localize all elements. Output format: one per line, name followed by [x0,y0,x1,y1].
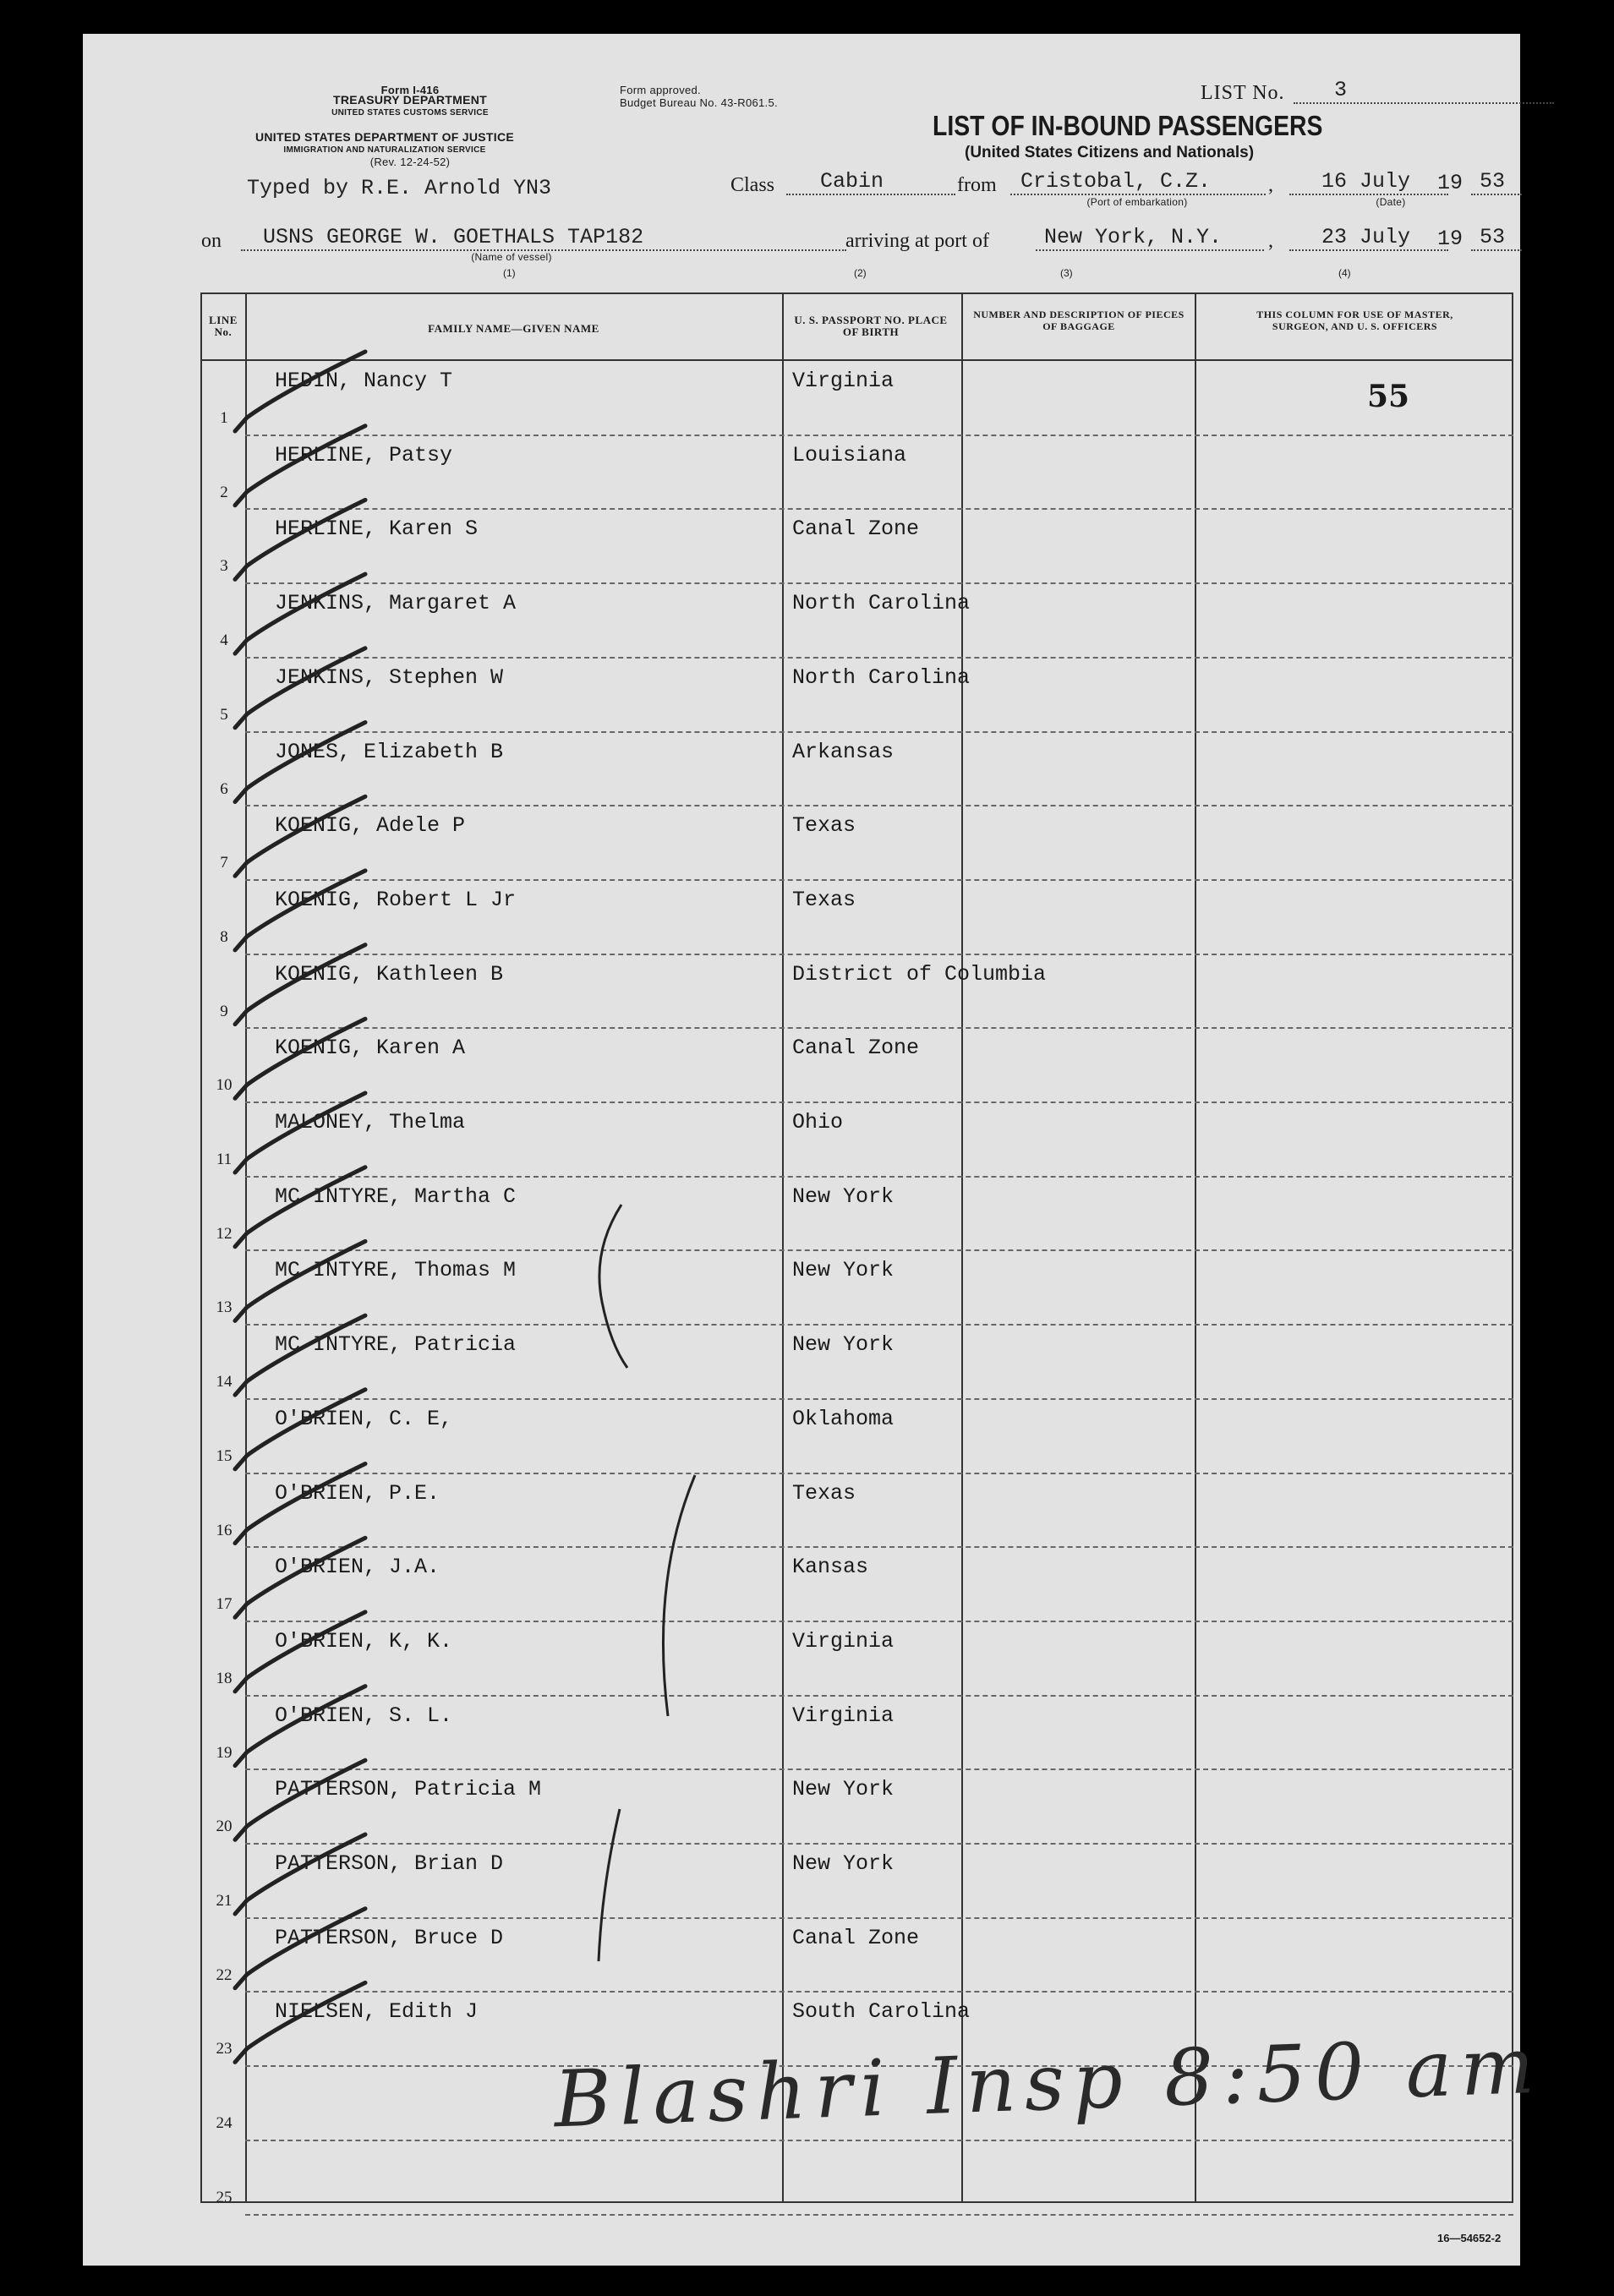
passenger-birthplace: Texas [792,887,856,912]
header-passport: U. S. PASSPORT NO. PLACE OF BIRTH [794,314,948,338]
passenger-name: KOENIG, Kathleen B [275,961,504,987]
from-label: from [957,174,997,196]
check-mark [235,1834,365,1914]
passenger-name: PATTERSON, Brian D [275,1851,504,1876]
passenger-birthplace: Virginia [792,1628,895,1654]
comma-1: , [1268,174,1273,196]
passenger-name: JENKINS, Margaret A [275,591,517,616]
line-number: 14 [216,1373,233,1391]
passenger-birthplace: Louisiana [792,442,907,467]
passenger-name: O'BRIEN, K, K. [275,1628,453,1654]
check-mark [235,1982,365,2062]
passenger-birthplace: New York [792,1184,895,1209]
check-mark [235,1315,365,1395]
col-number-2: (2) [854,267,867,279]
passenger-name: O'BRIEN, P.E. [275,1480,440,1506]
check-mark [235,1760,365,1840]
col-number-3: (3) [1060,267,1073,279]
passenger-name: MALONEY, Thelma [275,1110,466,1134]
passenger-name: KOENIG, Karen A [275,1036,466,1061]
passenger-name: MC INTYRE, Patricia [275,1332,517,1358]
passenger-name: NIELSEN, Edith J [275,1999,479,2025]
line-number: 7 [220,854,228,872]
line-number: 25 [216,2188,233,2206]
passenger-birthplace: Texas [792,813,856,839]
form-number: Form I-416 [380,84,440,96]
vessel-name: USNS GEORGE W. GOETHALS TAP182 [241,225,846,251]
passenger-name: O'BRIEN, S. L. [275,1703,453,1728]
class-value: Cabin [786,169,955,195]
check-mark [235,1686,365,1766]
passenger-birthplace: New York [792,1851,895,1876]
comma-2: , [1268,230,1273,252]
embarkation-year: 53 [1471,169,1522,195]
check-mark [235,723,365,802]
class-label: Class [730,174,775,196]
passenger-name: JONES, Elizabeth B [275,739,504,764]
passenger-birthplace: North Carolina [792,664,971,690]
list-number: 3 [1294,78,1554,104]
header-officers: THIS COLUMN FOR USE OF MASTER, SURGEON, AND U. S. OFFICERS [1256,309,1453,332]
passenger-birthplace: Kansas [792,1555,869,1580]
bracket-mark [599,1809,620,1961]
passenger-birthplace: District of Columbia [792,961,1047,987]
check-mark [235,871,365,950]
line-number: 1 [220,409,228,427]
check-mark [235,426,365,506]
passenger-birthplace: Virginia [792,1703,895,1728]
passenger-birthplace: Oklahoma [792,1406,895,1431]
on-label: on [201,230,222,252]
passenger-name: JENKINS, Stephen W [275,664,504,690]
check-mark [235,1464,365,1544]
header-line-no: LINE No. [209,314,238,338]
justice-dept: UNITED STATES DEPARTMENT OF JUSTICE [254,130,515,144]
passenger-birthplace: Virginia [792,369,895,393]
passenger-name: HERLINE, Karen S [275,517,479,542]
check-mark [235,1390,365,1469]
check-mark [235,1093,365,1173]
header-name: FAMILY NAME—GIVEN NAME [428,322,599,335]
manifest-title: LIST OF IN-BOUND PASSENGERS [933,110,1323,141]
revision: (Rev. 12-24-52) [369,156,451,168]
passenger-birthplace: New York [792,1258,895,1283]
line-number: 21 [216,1892,233,1910]
typed-by: Typed by R.E. Arnold YN3 [247,176,552,200]
check-mark [235,1241,365,1320]
check-mark [235,945,365,1025]
passenger-birthplace: Arkansas [792,739,895,764]
passenger-name: O'BRIEN, J.A. [275,1555,440,1580]
passenger-name: MC INTYRE, Thomas M [275,1258,517,1283]
header-baggage: NUMBER AND DESCRIPTION OF PIECES OF BAGGAGE [973,309,1185,332]
port-embark-caption: (Port of embarkation) [1086,196,1188,208]
arrival-year-prefix: 19 [1437,227,1464,251]
line-number: 8 [220,927,228,946]
arrival-port: New York, N.Y. [1036,225,1264,251]
passenger-name: PATTERSON, Bruce D [275,1925,504,1950]
line-number: 12 [216,1224,233,1243]
line-number: 17 [216,1595,233,1614]
check-mark [235,1909,365,1988]
line-number: 19 [216,1743,233,1762]
col-number-4: (4) [1338,267,1351,279]
passenger-birthplace: Canal Zone [792,1925,920,1950]
line-number: 4 [220,631,228,650]
line-number: 5 [220,705,228,724]
col-number-1: (1) [503,267,516,279]
embarkation-date: 16 July [1289,169,1448,195]
line-number: 16 [216,1521,233,1539]
passenger-birthplace: Canal Zone [792,1036,920,1061]
ins-service: IMMIGRATION AND NATURALIZATION SERVICE [283,145,486,155]
footer-code: 16—54652-2 [1437,2232,1502,2244]
passenger-name: KOENIG, Adele P [275,813,466,839]
manifest-subtitle: (United States Citizens and Nationals) [965,144,1255,161]
bracket-mark [663,1475,695,1716]
check-mark [235,574,365,653]
line-number: 13 [216,1298,233,1317]
officer-count: 55 [1367,379,1410,414]
form-approved: Form approved. [620,84,701,96]
passenger-birthplace: North Carolina [792,591,971,616]
passenger-name: O'BRIEN, C. E, [275,1406,453,1431]
treasury-dept: TREASURY DEPARTMENT [332,93,487,107]
check-mark [235,500,365,579]
line-number: 18 [216,1669,233,1687]
passenger-name: HEDIN, Nancy T [275,369,453,393]
passenger-name: MC INTYRE, Martha C [275,1184,517,1209]
check-mark [235,796,365,876]
passenger-birthplace: New York [792,1777,895,1802]
check-mark [235,352,365,431]
line-number: 9 [220,1002,228,1020]
line-number: 11 [216,1151,233,1168]
check-mark [235,648,365,728]
date-caption-1: (Date) [1376,196,1406,208]
line-number: 23 [216,2040,233,2058]
customs-service: UNITED STATES CUSTOMS SERVICE [331,108,489,118]
line-number: 3 [220,557,228,576]
check-mark [235,1538,365,1617]
passenger-name: KOENIG, Robert L Jr [275,887,517,912]
embarkation-port: Cristobal, C.Z. [1010,169,1266,195]
line-number: 15 [216,1446,233,1465]
line-number: 10 [216,1076,233,1095]
passenger-birthplace: Texas [792,1480,856,1506]
arrival-year: 53 [1471,225,1522,251]
arriving-label: arriving at port of [845,230,989,252]
passenger-birthplace: Canal Zone [792,517,920,542]
line-number: 6 [220,779,228,798]
arrival-date: 23 July [1289,225,1448,251]
passenger-birthplace: New York [792,1332,895,1358]
check-mark [235,1019,365,1098]
embarkation-year-prefix: 19 [1437,171,1464,195]
passenger-birthplace: Ohio [792,1110,844,1134]
line-number: 2 [220,483,228,501]
handwritten-inspector-note: Blashri Insp 8:50 am [552,2020,1545,2146]
budget-bureau: Budget Bureau No. 43-R061.5. [620,96,778,109]
line-number: 24 [216,2114,233,2133]
check-mark [235,1612,365,1692]
bracket-mark [599,1205,627,1368]
passenger-name: PATTERSON, Patricia M [275,1777,542,1802]
check-mark [235,1167,365,1247]
vessel-caption: (Name of vessel) [471,251,552,263]
line-number: 22 [216,1965,233,1984]
line-number: 20 [216,1818,233,1836]
passenger-name: HERLINE, Patsy [275,442,453,467]
list-label: LIST No. [1201,82,1285,104]
passenger-birthplace: South Carolina [792,1999,971,2025]
